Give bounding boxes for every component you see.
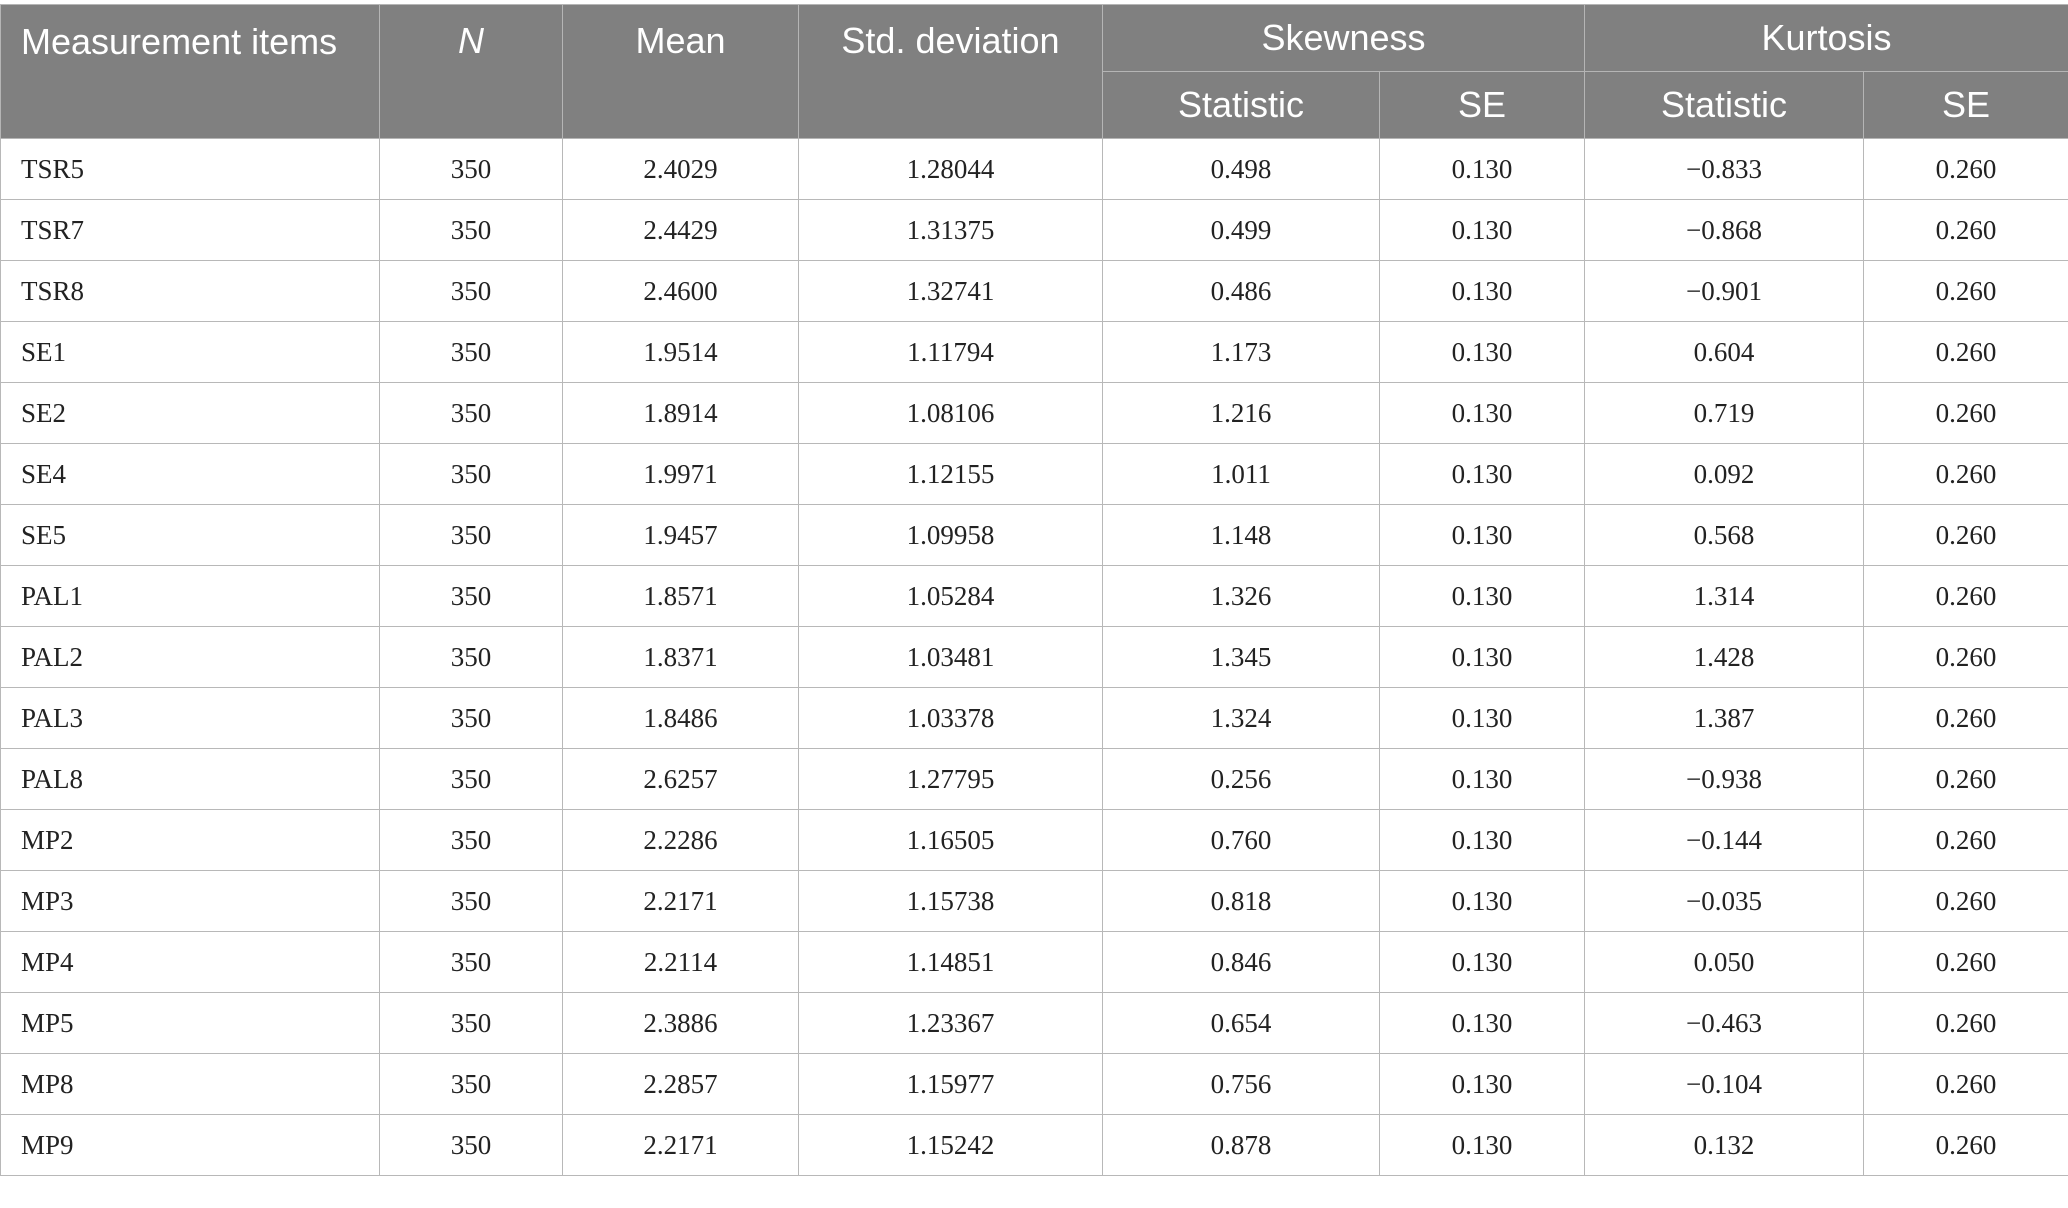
cell-std-deviation: 1.09958 bbox=[799, 505, 1103, 566]
cell-n: 350 bbox=[380, 1054, 563, 1115]
cell-item: SE1 bbox=[1, 322, 380, 383]
cell-skewness-se: 0.130 bbox=[1380, 993, 1585, 1054]
cell-mean: 2.2171 bbox=[563, 871, 799, 932]
cell-std-deviation: 1.27795 bbox=[799, 749, 1103, 810]
cell-skewness-statistic: 1.345 bbox=[1103, 627, 1380, 688]
cell-item: MP5 bbox=[1, 993, 380, 1054]
header-std-deviation: Std. deviation bbox=[799, 5, 1103, 139]
cell-item: TSR5 bbox=[1, 139, 380, 200]
cell-item: SE2 bbox=[1, 383, 380, 444]
header-kurtosis-se: SE bbox=[1864, 72, 2068, 139]
cell-skewness-se: 0.130 bbox=[1380, 261, 1585, 322]
cell-mean: 2.4429 bbox=[563, 200, 799, 261]
cell-mean: 1.9971 bbox=[563, 444, 799, 505]
cell-mean: 2.4600 bbox=[563, 261, 799, 322]
cell-n: 350 bbox=[380, 322, 563, 383]
cell-std-deviation: 1.15242 bbox=[799, 1115, 1103, 1176]
cell-item: MP8 bbox=[1, 1054, 380, 1115]
cell-kurtosis-se: 0.260 bbox=[1864, 261, 2068, 322]
cell-skewness-statistic: 0.498 bbox=[1103, 139, 1380, 200]
cell-std-deviation: 1.28044 bbox=[799, 139, 1103, 200]
cell-skewness-se: 0.130 bbox=[1380, 566, 1585, 627]
cell-kurtosis-se: 0.260 bbox=[1864, 1054, 2068, 1115]
cell-kurtosis-statistic: −0.144 bbox=[1585, 810, 1864, 871]
cell-n: 350 bbox=[380, 993, 563, 1054]
cell-skewness-statistic: 1.148 bbox=[1103, 505, 1380, 566]
cell-skewness-se: 0.130 bbox=[1380, 444, 1585, 505]
cell-kurtosis-statistic: 0.050 bbox=[1585, 932, 1864, 993]
cell-std-deviation: 1.15738 bbox=[799, 871, 1103, 932]
cell-std-deviation: 1.23367 bbox=[799, 993, 1103, 1054]
header-skewness: Skewness bbox=[1103, 5, 1585, 72]
cell-skewness-se: 0.130 bbox=[1380, 383, 1585, 444]
cell-skewness-se: 0.130 bbox=[1380, 200, 1585, 261]
cell-mean: 2.2286 bbox=[563, 810, 799, 871]
cell-n: 350 bbox=[380, 1115, 563, 1176]
table-row bbox=[1, 932, 2068, 993]
cell-kurtosis-statistic: −0.833 bbox=[1585, 139, 1864, 200]
cell-skewness-se: 0.130 bbox=[1380, 505, 1585, 566]
cell-item: MP2 bbox=[1, 810, 380, 871]
cell-std-deviation: 1.15977 bbox=[799, 1054, 1103, 1115]
cell-skewness-se: 0.130 bbox=[1380, 932, 1585, 993]
cell-kurtosis-statistic: −0.104 bbox=[1585, 1054, 1864, 1115]
header-skewness-se: SE bbox=[1380, 72, 1585, 139]
cell-kurtosis-se: 0.260 bbox=[1864, 688, 2068, 749]
cell-n: 350 bbox=[380, 627, 563, 688]
cell-n: 350 bbox=[380, 749, 563, 810]
cell-skewness-se: 0.130 bbox=[1380, 688, 1585, 749]
cell-mean: 1.8371 bbox=[563, 627, 799, 688]
table-body bbox=[1, 139, 2068, 1176]
cell-skewness-statistic: 0.486 bbox=[1103, 261, 1380, 322]
cell-kurtosis-se: 0.260 bbox=[1864, 444, 2068, 505]
table-row bbox=[1, 1054, 2068, 1115]
cell-mean: 2.2114 bbox=[563, 932, 799, 993]
cell-std-deviation: 1.08106 bbox=[799, 383, 1103, 444]
cell-kurtosis-se: 0.260 bbox=[1864, 566, 2068, 627]
table-row bbox=[1, 871, 2068, 932]
cell-n: 350 bbox=[380, 810, 563, 871]
cell-skewness-statistic: 1.326 bbox=[1103, 566, 1380, 627]
cell-n: 350 bbox=[380, 566, 563, 627]
cell-mean: 2.6257 bbox=[563, 749, 799, 810]
cell-std-deviation: 1.11794 bbox=[799, 322, 1103, 383]
cell-kurtosis-statistic: −0.901 bbox=[1585, 261, 1864, 322]
cell-n: 350 bbox=[380, 688, 563, 749]
cell-skewness-statistic: 1.216 bbox=[1103, 383, 1380, 444]
header-kurtosis-statistic: Statistic bbox=[1585, 72, 1864, 139]
cell-skewness-statistic: 0.760 bbox=[1103, 810, 1380, 871]
cell-skewness-statistic: 0.846 bbox=[1103, 932, 1380, 993]
cell-skewness-statistic: 0.256 bbox=[1103, 749, 1380, 810]
cell-std-deviation: 1.03481 bbox=[799, 627, 1103, 688]
table-row bbox=[1, 810, 2068, 871]
table-row bbox=[1, 322, 2068, 383]
table-row bbox=[1, 505, 2068, 566]
cell-skewness-se: 0.130 bbox=[1380, 139, 1585, 200]
table-header bbox=[1, 5, 2068, 139]
cell-item: TSR7 bbox=[1, 200, 380, 261]
cell-kurtosis-se: 0.260 bbox=[1864, 932, 2068, 993]
table-row bbox=[1, 383, 2068, 444]
cell-skewness-se: 0.130 bbox=[1380, 1115, 1585, 1176]
cell-skewness-statistic: 0.878 bbox=[1103, 1115, 1380, 1176]
cell-kurtosis-se: 0.260 bbox=[1864, 871, 2068, 932]
cell-skewness-statistic: 0.654 bbox=[1103, 993, 1380, 1054]
table-row bbox=[1, 1115, 2068, 1176]
cell-skewness-se: 0.130 bbox=[1380, 1054, 1585, 1115]
cell-std-deviation: 1.32741 bbox=[799, 261, 1103, 322]
cell-skewness-se: 0.130 bbox=[1380, 749, 1585, 810]
cell-skewness-statistic: 1.011 bbox=[1103, 444, 1380, 505]
table-row bbox=[1, 139, 2068, 200]
cell-skewness-se: 0.130 bbox=[1380, 627, 1585, 688]
cell-std-deviation: 1.16505 bbox=[799, 810, 1103, 871]
cell-kurtosis-se: 0.260 bbox=[1864, 505, 2068, 566]
cell-kurtosis-statistic: 0.092 bbox=[1585, 444, 1864, 505]
table-row bbox=[1, 993, 2068, 1054]
cell-skewness-statistic: 0.756 bbox=[1103, 1054, 1380, 1115]
table-row bbox=[1, 627, 2068, 688]
header-kurtosis: Kurtosis bbox=[1585, 5, 2068, 72]
cell-skewness-statistic: 0.818 bbox=[1103, 871, 1380, 932]
table-row bbox=[1, 749, 2068, 810]
cell-kurtosis-statistic: −0.463 bbox=[1585, 993, 1864, 1054]
descriptive-stats-table bbox=[0, 4, 2068, 1176]
cell-item: MP3 bbox=[1, 871, 380, 932]
table-row bbox=[1, 200, 2068, 261]
cell-n: 350 bbox=[380, 200, 563, 261]
header-n: N bbox=[380, 5, 563, 139]
cell-mean: 2.2171 bbox=[563, 1115, 799, 1176]
cell-kurtosis-statistic: 1.314 bbox=[1585, 566, 1864, 627]
cell-n: 350 bbox=[380, 139, 563, 200]
cell-kurtosis-statistic: 0.132 bbox=[1585, 1115, 1864, 1176]
cell-kurtosis-statistic: −0.938 bbox=[1585, 749, 1864, 810]
cell-kurtosis-statistic: 0.604 bbox=[1585, 322, 1864, 383]
cell-skewness-statistic: 1.173 bbox=[1103, 322, 1380, 383]
cell-kurtosis-se: 0.260 bbox=[1864, 322, 2068, 383]
cell-skewness-statistic: 1.324 bbox=[1103, 688, 1380, 749]
cell-kurtosis-se: 0.260 bbox=[1864, 383, 2068, 444]
cell-mean: 1.9457 bbox=[563, 505, 799, 566]
cell-std-deviation: 1.05284 bbox=[799, 566, 1103, 627]
cell-kurtosis-se: 0.260 bbox=[1864, 810, 2068, 871]
cell-mean: 2.4029 bbox=[563, 139, 799, 200]
cell-mean: 2.2857 bbox=[563, 1054, 799, 1115]
cell-kurtosis-se: 0.260 bbox=[1864, 627, 2068, 688]
cell-n: 350 bbox=[380, 932, 563, 993]
cell-kurtosis-statistic: 1.428 bbox=[1585, 627, 1864, 688]
cell-kurtosis-statistic: 0.719 bbox=[1585, 383, 1864, 444]
cell-n: 350 bbox=[380, 444, 563, 505]
cell-kurtosis-se: 0.260 bbox=[1864, 993, 2068, 1054]
cell-kurtosis-statistic: −0.035 bbox=[1585, 871, 1864, 932]
cell-mean: 2.3886 bbox=[563, 993, 799, 1054]
cell-kurtosis-statistic: 0.568 bbox=[1585, 505, 1864, 566]
cell-std-deviation: 1.03378 bbox=[799, 688, 1103, 749]
cell-item: TSR8 bbox=[1, 261, 380, 322]
cell-mean: 1.9514 bbox=[563, 322, 799, 383]
header-measurement-items: Measurement items bbox=[1, 5, 380, 139]
cell-item: SE5 bbox=[1, 505, 380, 566]
cell-kurtosis-se: 0.260 bbox=[1864, 749, 2068, 810]
table-row bbox=[1, 566, 2068, 627]
cell-kurtosis-statistic: −0.868 bbox=[1585, 200, 1864, 261]
table-row bbox=[1, 688, 2068, 749]
cell-n: 350 bbox=[380, 261, 563, 322]
table-row bbox=[1, 261, 2068, 322]
cell-mean: 1.8486 bbox=[563, 688, 799, 749]
cell-kurtosis-se: 0.260 bbox=[1864, 139, 2068, 200]
cell-skewness-se: 0.130 bbox=[1380, 871, 1585, 932]
cell-std-deviation: 1.14851 bbox=[799, 932, 1103, 993]
cell-kurtosis-se: 0.260 bbox=[1864, 1115, 2068, 1176]
header-mean: Mean bbox=[563, 5, 799, 139]
cell-kurtosis-se: 0.260 bbox=[1864, 200, 2068, 261]
table-row bbox=[1, 444, 2068, 505]
cell-n: 350 bbox=[380, 383, 563, 444]
cell-std-deviation: 1.12155 bbox=[799, 444, 1103, 505]
header-skewness-statistic: Statistic bbox=[1103, 72, 1380, 139]
cell-item: PAL2 bbox=[1, 627, 380, 688]
cell-skewness-se: 0.130 bbox=[1380, 322, 1585, 383]
cell-item: MP4 bbox=[1, 932, 380, 993]
cell-n: 350 bbox=[380, 505, 563, 566]
cell-kurtosis-statistic: 1.387 bbox=[1585, 688, 1864, 749]
cell-mean: 1.8914 bbox=[563, 383, 799, 444]
cell-mean: 1.8571 bbox=[563, 566, 799, 627]
cell-skewness-statistic: 0.499 bbox=[1103, 200, 1380, 261]
cell-skewness-se: 0.130 bbox=[1380, 810, 1585, 871]
cell-n: 350 bbox=[380, 871, 563, 932]
cell-item: PAL1 bbox=[1, 566, 380, 627]
cell-item: PAL3 bbox=[1, 688, 380, 749]
cell-item: MP9 bbox=[1, 1115, 380, 1176]
cell-std-deviation: 1.31375 bbox=[799, 200, 1103, 261]
cell-item: SE4 bbox=[1, 444, 380, 505]
cell-item: PAL8 bbox=[1, 749, 380, 810]
